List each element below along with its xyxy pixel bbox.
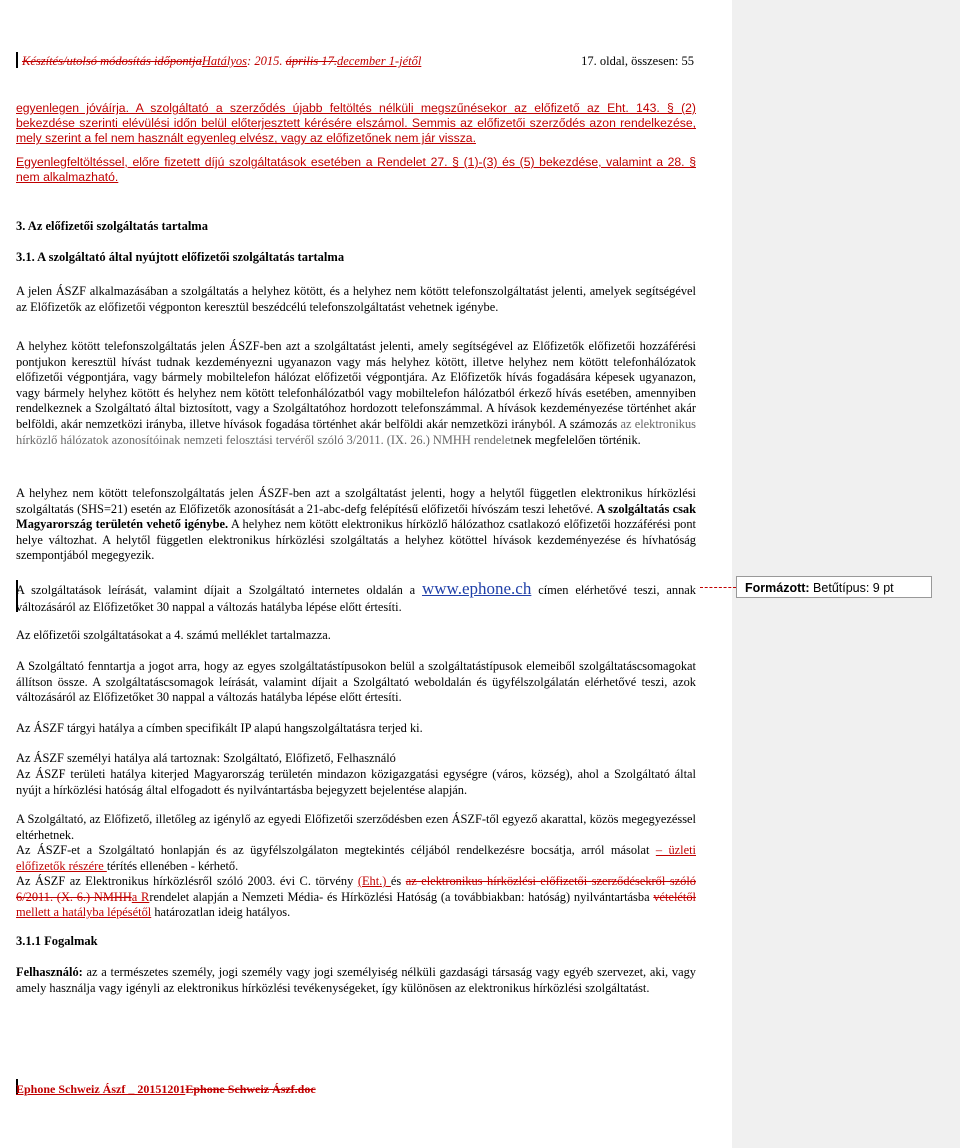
paragraph-text: címen elérhetővé teszi, annak változásáról az Előfizetőket 30 nappal a változás hatályba lépése előtt értesíti. xyxy=(16,583,696,614)
deleted-paragraph: egyenlegen jóváírja. A szolgáltató a szerződés újabb feltöltés nélküli megszűnésekor az előfizető az Eht. 143. § (2) bekezdése szerinti elévülési időn belül előterjesztett kérésére elszámol. Semmis az előfizetői szerződés azon rendelkezése, mely szerint a fel nem használt egyenleg elvész, vagy az előfizetőnek nem jár vissza. xyxy=(16,101,696,146)
paragraph: Az ÁSZF területi hatálya kiterjed Magyarország területén mindazon közigazgatási egységre (város, község), ahol a Szolgáltató által nyújt a hírközlési hatóság által elfogadott és nyilvántartásba bejegyzett bejelentése alapján. xyxy=(16,767,696,797)
website-link[interactable]: www.ephone.ch xyxy=(421,579,532,598)
paragraph-text: határozatlan ideig hatályos. xyxy=(151,905,291,920)
inserted-text: mellett a hatályba lépésétől xyxy=(16,905,152,920)
regulation-reference: az elektronikus hírközlő hálózatok azonosítóinak nemzeti felosztási tervéről szóló 3/2011. (IX. 26.) NMHH rendelet xyxy=(16,416,696,447)
page-header xyxy=(22,54,694,69)
inserted-text: (Eht.) xyxy=(357,874,391,888)
paragraph-text: A szolgáltatások leírását, valamint díjait a Szolgáltató internetes oldalán a xyxy=(16,583,422,597)
deleted-text: vételétől xyxy=(653,889,696,904)
paragraph-text: A helyhez kötött telefonszolgáltatás jelen ÁSZF-ben azt a szolgáltatást jelenti, amely segítségével az Előfizetők előfizetői hozzáférési pontjukon keresztül hívást tudnak kezdeményezni ugyanazon vagy más helyhez kötött, illetve helyhez nem kötött telefonhálózatok előfizetői végpontjára, vagy bármely mobiltelefon hálózat előfizetői végpontjára. Az Előfizetők hívás fogadására képesek ugyanazon, vagy bármely helyhez kötött és helyhez nem kötött telefonhálózatból vagy mobiltelefon hálózatból érkező hívás esetében, amennyiben rendelkeznek a Szolgáltató által biztosított, vagy a Szolgáltatóhoz hordozott telefonszámmal. A hívások kezdeményezése történhet akár belföldi, akár nemzetközi irányba, illetve hívások fogadása történhet akár belföldi akár nemzetközi irányból. A számozás xyxy=(16,339,696,431)
paragraph xyxy=(16,843,696,874)
deleted-text: az elektronikus hírközlési előfizetői szerződésekről szóló 6/2011. (X. 6.) NMHH xyxy=(16,874,696,904)
paragraph xyxy=(16,580,696,616)
definition-text: az a természetes személy, jogi személy vagy jogi személyiség nélküli gazdasági társaság vagy egyéb szervezet, aki, vagy amely használja vagy igényli az elektronikus hírközlési tevékenységeket, így különösen az elektronikus hírközlési szolgáltatást. xyxy=(16,965,696,995)
paragraph-text: Az ÁSZF-et a Szolgáltató honlapján és az ügyfélszolgálaton megtekintés céljából rendelkezésre bocsátja, arról másolat xyxy=(16,843,656,857)
formatting-comment-balloon[interactable] xyxy=(736,576,932,598)
paragraph xyxy=(16,874,696,921)
subsection-heading: 3.1.1 Fogalmak xyxy=(16,934,98,948)
bold-text: A szolgáltatás csak Magyarország területén vehető igénybe. xyxy=(16,501,697,532)
paragraph: Az ÁSZF tárgyi hatálya a címben specifikált IP alapú hangszolgáltatásra terjed ki. xyxy=(16,721,423,735)
definition-term: Felhasználó: xyxy=(16,965,83,979)
paragraph-text: rendelet alapján a Nemzeti Média- és Hírközlési Hatóság (a továbbiakban: hatóság) nyilvántartásba xyxy=(149,889,654,904)
definition-paragraph xyxy=(16,965,696,996)
paragraph-text: térítés ellenében - kérhető. xyxy=(106,858,239,873)
page-footer xyxy=(16,1082,316,1097)
header-inserted-date: december 1-jétől xyxy=(336,54,422,68)
comment-margin xyxy=(732,0,960,1148)
inserted-text: – xyxy=(655,843,669,857)
footer-deleted-filename: Ephone Schweiz Ászf.doc xyxy=(185,1082,316,1096)
page-number: 17. oldal, összesen: 55 xyxy=(581,54,694,68)
header-date-sep: : 2015. xyxy=(247,54,286,68)
revision-bar xyxy=(16,52,18,68)
paragraph-text: A helyhez nem kötött elektronikus hírközlő hálózathoz csatlakozó előfizetői hozzáférési pont helye változhat. A helytől független elektronikus hírközlési szolgáltatás a helyhez kötöttel hívások kezdeményezése és hívhatóság szempontjából megegyezik. xyxy=(16,517,696,563)
paragraph-text: A helyhez nem kötött telefonszolgáltatás jelen ÁSZF-ben azt a szolgáltatást jelenti, hogy a helytől független elektronikus hírközlési szolgáltatás (SHS=21) esetén az Előfizetők azonosítását a 21-abc-defg felépítésű előfizetői hívószám teszi lehetővé. xyxy=(16,486,696,516)
inserted-text: üzleti előfizetők részére xyxy=(16,843,696,873)
paragraph xyxy=(16,339,696,448)
subsection-heading: 3.1. A szolgáltató által nyújtott előfizetői szolgáltatás tartalma xyxy=(16,250,345,264)
inserted-text: a R xyxy=(131,889,150,904)
paragraph: A jelen ÁSZF alkalmazásában a szolgáltatás a helyhez kötött, és a helyhez nem kötött telefonszolgáltatást jelenti, amelyek segítségével az Előfizetők az előfizetői végponton keresztül beszédcélú telefonszolgáltatást vehetnek igénybe. xyxy=(16,284,696,314)
paragraph: A Szolgáltató fenntartja a jogot arra, hogy az egyes szolgáltatástípusokon belül a szolgáltatástípusok elemeiből szolgáltatáscsomagokat állítson össze. A szolgáltatáscsomagok leírását, valamint díjait a Szolgáltató weboldalán és ügyfélszolgálatán elérhetővé teszi, azok változásáról az Előfizetőket 30 nappal a változás hatályba lépése előtt értesíti. xyxy=(16,659,696,705)
paragraph-text: nek megfelelően történik. xyxy=(513,432,641,447)
deleted-paragraph: Egyenlegfeltöltéssel, előre fizetett díjú szolgáltatások esetében a Rendelet 27. § (1)-(3) és (5) bekezdése, valamint a 28. § nem alkalmazható. xyxy=(16,155,696,185)
header-deleted-label: Készítés/utolsó módosítás időpontja xyxy=(22,54,202,68)
comment-connector-line xyxy=(700,587,736,588)
header-deleted-date: április 17. xyxy=(285,54,337,68)
comment-label: Formázott: xyxy=(745,581,810,595)
comment-text: Betűtípus: 9 pt xyxy=(809,581,894,595)
paragraph-text: és xyxy=(390,874,406,888)
paragraph: Az előfizetői szolgáltatásokat a 4. számú melléklet tartalmazza. xyxy=(16,628,331,642)
paragraph: Az ÁSZF személyi hatálya alá tartoznak: Szolgáltató, Előfizető, Felhasználó xyxy=(16,751,396,765)
paragraph: A Szolgáltató, az Előfizető, illetőleg az igénylő az egyedi Előfizetői szerződésben ezen ÁSZF-től egyező akarattal, közös megegyezéssel eltérhetnek. xyxy=(16,812,696,842)
paragraph-text: Az ÁSZF az Elektronikus hírközlésről szóló 2003. évi C. törvény xyxy=(16,874,358,888)
section-heading: 3. Az előfizetői szolgáltatás tartalma xyxy=(16,219,208,233)
footer-inserted-filename: Ephone Schweiz Ászf _ 20151201 xyxy=(16,1082,186,1096)
paragraph xyxy=(16,486,696,564)
header-inserted-label: Hatályos xyxy=(201,54,248,68)
